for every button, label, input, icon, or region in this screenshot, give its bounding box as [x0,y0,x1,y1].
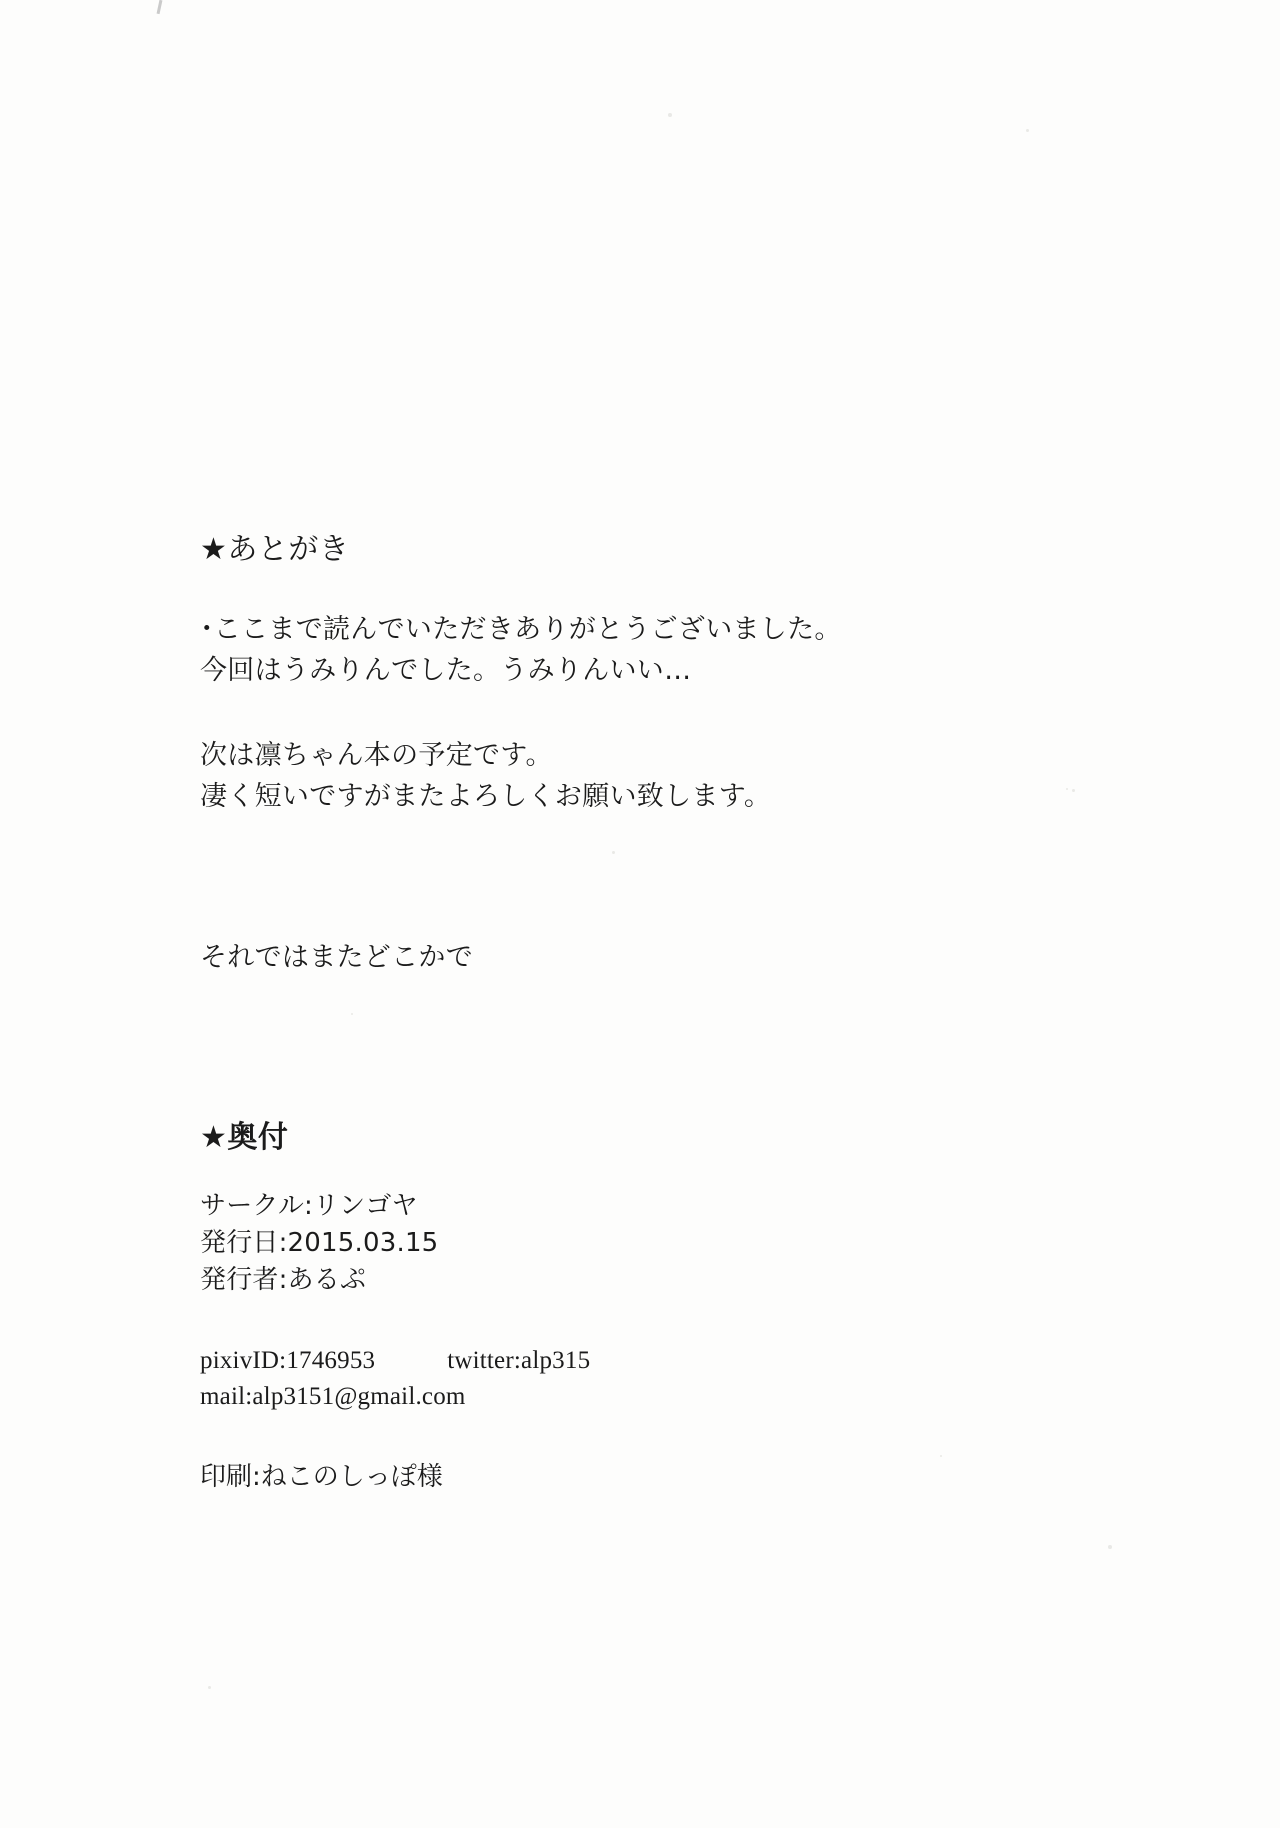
colophon-social-row [200,1343,1100,1379]
colophon-mail-row [200,1379,1100,1415]
paper-speck [1026,129,1029,132]
afterword-heading: ★あとがき [200,532,350,567]
paper-speck [1108,1545,1112,1549]
afterword-line-3: 次は凛ちゃん本の予定です。 [200,739,553,771]
spacer [200,978,1100,1118]
spacer [375,1343,447,1379]
paper-speck [668,113,672,117]
spacer [200,1299,1100,1343]
afterword-closing-line: それではまたどこかで [200,941,473,973]
pixiv-id: pixivID:1746953 [200,1346,376,1374]
mail-address: mail:alp3151@gmail.com [200,1383,466,1411]
spacer [200,1415,1100,1459]
afterword-line-1: ･ここまで読んでいただきありがとうございました。 [200,613,842,645]
colophon-author: 発行者:あるぷ [200,1264,367,1295]
paper-mark [157,0,163,14]
colophon-heading: ★奥付 [200,1119,289,1155]
spacer [200,817,1100,937]
colophon-printer: 印刷:ねこのしっぽ様 [200,1462,443,1493]
afterword-line-4: 凄く短いですがまたよろしくお願い致します。 [200,780,772,812]
afterword-line-2: 今回はうみりんでした。うみりんいい… [200,654,692,686]
twitter-handle: twitter:alp315 [447,1346,591,1374]
colophon-circle: サークル:リンゴヤ [200,1191,418,1222]
spacer [200,691,1100,735]
page-content [200,530,1100,1496]
paper-speck [208,1686,211,1689]
colophon-date: 発行日:2015.03.15 [200,1228,439,1259]
